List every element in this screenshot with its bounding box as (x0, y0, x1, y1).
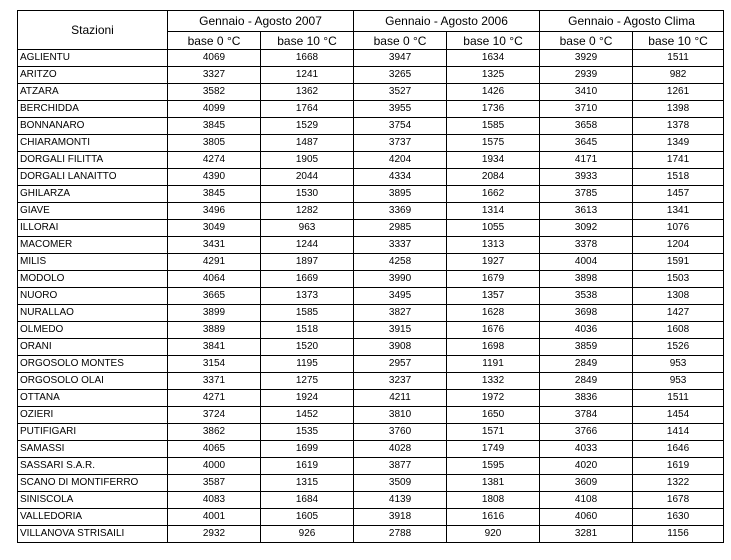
cell-base10-clima: 1156 (633, 526, 724, 543)
cell-base10-2006: 1325 (447, 67, 540, 84)
cell-base0-clima: 3698 (540, 305, 633, 322)
cell-base10-2007: 1535 (261, 424, 354, 441)
cell-base10-2007: 1585 (261, 305, 354, 322)
header-stazioni: Stazioni (18, 11, 168, 50)
cell-base0-2006: 3990 (354, 271, 447, 288)
cell-base0-clima: 3784 (540, 407, 633, 424)
cell-base10-2007: 1529 (261, 118, 354, 135)
table-row (18, 475, 724, 492)
table-row (18, 492, 724, 509)
cell-base10-2007: 926 (261, 526, 354, 543)
station-name: PUTIFIGARI (18, 424, 168, 441)
cell-base0-2006: 2957 (354, 356, 447, 373)
cell-base10-clima: 1526 (633, 339, 724, 356)
cell-base10-clima: 1678 (633, 492, 724, 509)
cell-base0-2006: 3369 (354, 203, 447, 220)
station-name: MACOMER (18, 237, 168, 254)
header-group-2007: Gennaio - Agosto 2007 (168, 11, 354, 32)
cell-base10-2006: 1575 (447, 135, 540, 152)
cell-base0-clima: 3859 (540, 339, 633, 356)
cell-base0-clima: 4020 (540, 458, 633, 475)
cell-base10-2007: 1244 (261, 237, 354, 254)
station-name: MILIS (18, 254, 168, 271)
cell-base0-clima: 3836 (540, 390, 633, 407)
cell-base10-2006: 1314 (447, 203, 540, 220)
station-name: SINISCOLA (18, 492, 168, 509)
cell-base10-clima: 1414 (633, 424, 724, 441)
station-name: SASSARI S.A.R. (18, 458, 168, 475)
cell-base10-2007: 1605 (261, 509, 354, 526)
cell-base0-2006: 3265 (354, 67, 447, 84)
cell-base0-clima: 2849 (540, 373, 633, 390)
cell-base10-2007: 1275 (261, 373, 354, 390)
cell-base0-2007: 3665 (168, 288, 261, 305)
cell-base10-2006: 1616 (447, 509, 540, 526)
cell-base0-2007: 3431 (168, 237, 261, 254)
cell-base0-2007: 3154 (168, 356, 261, 373)
cell-base10-2006: 1736 (447, 101, 540, 118)
cell-base10-2006: 1676 (447, 322, 540, 339)
cell-base0-2007: 4069 (168, 50, 261, 67)
table-row (18, 118, 724, 135)
station-name: VILLANOVA STRISAILI (18, 526, 168, 543)
table-row (18, 356, 724, 373)
cell-base0-2006: 4211 (354, 390, 447, 407)
table-row (18, 254, 724, 271)
cell-base10-clima: 1378 (633, 118, 724, 135)
header-base10-clima: base 10 °C (633, 32, 724, 50)
cell-base10-2006: 1426 (447, 84, 540, 101)
cell-base10-2006: 1628 (447, 305, 540, 322)
station-name: ATZARA (18, 84, 168, 101)
station-name: GHILARZA (18, 186, 168, 203)
cell-base0-clima: 2939 (540, 67, 633, 84)
station-name: BERCHIDDA (18, 101, 168, 118)
cell-base0-clima: 3538 (540, 288, 633, 305)
cell-base0-2006: 3918 (354, 509, 447, 526)
cell-base0-2006: 3908 (354, 339, 447, 356)
cell-base0-2006: 2788 (354, 526, 447, 543)
cell-base0-2007: 3582 (168, 84, 261, 101)
cell-base0-2007: 3862 (168, 424, 261, 441)
cell-base10-clima: 953 (633, 356, 724, 373)
cell-base10-clima: 1511 (633, 50, 724, 67)
cell-base0-2007: 4390 (168, 169, 261, 186)
cell-base10-2007: 1699 (261, 441, 354, 458)
table-row (18, 271, 724, 288)
cell-base10-2007: 1897 (261, 254, 354, 271)
cell-base0-2007: 3587 (168, 475, 261, 492)
cell-base0-2006: 3754 (354, 118, 447, 135)
cell-base0-2006: 3737 (354, 135, 447, 152)
station-name: MODOLO (18, 271, 168, 288)
cell-base0-2007: 4291 (168, 254, 261, 271)
cell-base0-2006: 3509 (354, 475, 447, 492)
cell-base10-2007: 1518 (261, 322, 354, 339)
table-row (18, 322, 724, 339)
header-base0-2007: base 0 °C (168, 32, 261, 50)
cell-base0-2006: 3955 (354, 101, 447, 118)
cell-base10-2007: 1315 (261, 475, 354, 492)
cell-base0-2007: 3327 (168, 67, 261, 84)
station-name: NUORO (18, 288, 168, 305)
cell-base0-clima: 3933 (540, 169, 633, 186)
table-row (18, 441, 724, 458)
cell-base10-2006: 1972 (447, 390, 540, 407)
table-row (18, 237, 724, 254)
station-name: SAMASSI (18, 441, 168, 458)
header-base10-2007: base 10 °C (261, 32, 354, 50)
cell-base0-clima: 4171 (540, 152, 633, 169)
table-row (18, 390, 724, 407)
cell-base10-2006: 1595 (447, 458, 540, 475)
cell-base10-2006: 1381 (447, 475, 540, 492)
cell-base0-2007: 4271 (168, 390, 261, 407)
cell-base0-2007: 4064 (168, 271, 261, 288)
header-base0-2006: base 0 °C (354, 32, 447, 50)
table-row (18, 526, 724, 543)
cell-base10-clima: 1619 (633, 458, 724, 475)
header-group-clima: Gennaio - Agosto Clima (540, 11, 724, 32)
cell-base10-2006: 1191 (447, 356, 540, 373)
cell-base10-clima: 1349 (633, 135, 724, 152)
table-row (18, 169, 724, 186)
station-name: GIAVE (18, 203, 168, 220)
cell-base10-clima: 1591 (633, 254, 724, 271)
cell-base10-2006: 1808 (447, 492, 540, 509)
cell-base10-clima: 1741 (633, 152, 724, 169)
cell-base10-2006: 2084 (447, 169, 540, 186)
cell-base0-2007: 4274 (168, 152, 261, 169)
table-row (18, 135, 724, 152)
station-name: ORGOSOLO MONTES (18, 356, 168, 373)
document-page (17, 10, 724, 543)
cell-base0-clima: 3609 (540, 475, 633, 492)
cell-base0-clima: 4108 (540, 492, 633, 509)
cell-base10-2006: 1634 (447, 50, 540, 67)
cell-base10-2007: 1764 (261, 101, 354, 118)
degree-days-table (17, 10, 724, 543)
cell-base0-2006: 3495 (354, 288, 447, 305)
cell-base0-2006: 3237 (354, 373, 447, 390)
table-row (18, 407, 724, 424)
cell-base0-2006: 4258 (354, 254, 447, 271)
cell-base10-2007: 1487 (261, 135, 354, 152)
cell-base0-2006: 3810 (354, 407, 447, 424)
cell-base0-clima: 4060 (540, 509, 633, 526)
cell-base10-2006: 1679 (447, 271, 540, 288)
cell-base10-2006: 1927 (447, 254, 540, 271)
station-name: NURALLAO (18, 305, 168, 322)
station-name: ILLORAI (18, 220, 168, 237)
station-name: DORGALI LANAITTO (18, 169, 168, 186)
cell-base0-2007: 4000 (168, 458, 261, 475)
cell-base10-2007: 1373 (261, 288, 354, 305)
cell-base10-clima: 1261 (633, 84, 724, 101)
cell-base10-clima: 1341 (633, 203, 724, 220)
cell-base0-2007: 3371 (168, 373, 261, 390)
cell-base10-2006: 1332 (447, 373, 540, 390)
cell-base10-clima: 982 (633, 67, 724, 84)
cell-base0-clima: 4033 (540, 441, 633, 458)
cell-base0-2007: 3496 (168, 203, 261, 220)
table-row (18, 50, 724, 67)
cell-base10-2006: 1934 (447, 152, 540, 169)
cell-base0-2006: 3895 (354, 186, 447, 203)
cell-base0-2006: 2985 (354, 220, 447, 237)
station-name: ARITZO (18, 67, 168, 84)
cell-base0-2007: 3841 (168, 339, 261, 356)
cell-base10-2007: 1669 (261, 271, 354, 288)
header-base10-2006: base 10 °C (447, 32, 540, 50)
cell-base10-clima: 1308 (633, 288, 724, 305)
cell-base10-clima: 1076 (633, 220, 724, 237)
table-row (18, 203, 724, 220)
cell-base0-2006: 3915 (354, 322, 447, 339)
header-base0-clima: base 0 °C (540, 32, 633, 50)
cell-base0-2007: 3845 (168, 186, 261, 203)
cell-base0-clima: 3378 (540, 237, 633, 254)
cell-base10-2007: 1668 (261, 50, 354, 67)
cell-base10-clima: 1322 (633, 475, 724, 492)
cell-base0-2006: 3337 (354, 237, 447, 254)
table-row (18, 288, 724, 305)
cell-base0-clima: 3766 (540, 424, 633, 441)
table-row (18, 339, 724, 356)
cell-base10-2006: 1749 (447, 441, 540, 458)
cell-base10-clima: 1511 (633, 390, 724, 407)
station-name: VALLEDORIA (18, 509, 168, 526)
station-name: BONNANARO (18, 118, 168, 135)
table-row (18, 152, 724, 169)
cell-base0-clima: 4036 (540, 322, 633, 339)
table-row (18, 101, 724, 118)
cell-base10-2007: 1924 (261, 390, 354, 407)
table-row (18, 84, 724, 101)
cell-base0-2006: 4028 (354, 441, 447, 458)
cell-base0-2007: 3889 (168, 322, 261, 339)
cell-base10-2006: 1662 (447, 186, 540, 203)
cell-base0-clima: 3785 (540, 186, 633, 203)
station-name: CHIARAMONTI (18, 135, 168, 152)
station-name: ORGOSOLO OLAI (18, 373, 168, 390)
cell-base10-2006: 920 (447, 526, 540, 543)
cell-base0-2007: 3724 (168, 407, 261, 424)
station-name: AGLIENTU (18, 50, 168, 67)
cell-base0-clima: 3410 (540, 84, 633, 101)
cell-base10-clima: 1646 (633, 441, 724, 458)
cell-base0-2007: 4065 (168, 441, 261, 458)
cell-base0-2006: 4334 (354, 169, 447, 186)
cell-base0-2006: 3877 (354, 458, 447, 475)
cell-base0-clima: 2849 (540, 356, 633, 373)
cell-base0-clima: 3658 (540, 118, 633, 135)
cell-base0-2007: 3845 (168, 118, 261, 135)
cell-base10-clima: 953 (633, 373, 724, 390)
cell-base10-2007: 2044 (261, 169, 354, 186)
cell-base10-2006: 1585 (447, 118, 540, 135)
cell-base0-2006: 3760 (354, 424, 447, 441)
header-row-groups (18, 11, 724, 32)
cell-base10-2006: 1357 (447, 288, 540, 305)
cell-base0-2006: 4139 (354, 492, 447, 509)
cell-base10-2007: 1452 (261, 407, 354, 424)
cell-base10-2007: 1282 (261, 203, 354, 220)
cell-base0-clima: 3092 (540, 220, 633, 237)
cell-base0-clima: 3281 (540, 526, 633, 543)
station-name: OLMEDO (18, 322, 168, 339)
cell-base0-2007: 4083 (168, 492, 261, 509)
cell-base10-2006: 1571 (447, 424, 540, 441)
cell-base0-2006: 4204 (354, 152, 447, 169)
cell-base10-2007: 1362 (261, 84, 354, 101)
cell-base10-2006: 1055 (447, 220, 540, 237)
table-row (18, 373, 724, 390)
cell-base0-2007: 3049 (168, 220, 261, 237)
cell-base10-2006: 1698 (447, 339, 540, 356)
cell-base10-2007: 1241 (261, 67, 354, 84)
cell-base10-2007: 1619 (261, 458, 354, 475)
cell-base0-2006: 3827 (354, 305, 447, 322)
cell-base10-clima: 1630 (633, 509, 724, 526)
table-row (18, 424, 724, 441)
table-row (18, 509, 724, 526)
cell-base10-2007: 1905 (261, 152, 354, 169)
station-name: SCANO DI MONTIFERRO (18, 475, 168, 492)
station-name: DORGALI FILITTA (18, 152, 168, 169)
cell-base0-2007: 3899 (168, 305, 261, 322)
cell-base10-2007: 1520 (261, 339, 354, 356)
cell-base10-2007: 1684 (261, 492, 354, 509)
station-name: OTTANA (18, 390, 168, 407)
table-row (18, 305, 724, 322)
cell-base10-clima: 1518 (633, 169, 724, 186)
header-group-2006: Gennaio - Agosto 2006 (354, 11, 540, 32)
table-row (18, 220, 724, 237)
cell-base10-2007: 1530 (261, 186, 354, 203)
table-row (18, 186, 724, 203)
table-body (18, 50, 724, 543)
cell-base0-clima: 3929 (540, 50, 633, 67)
cell-base0-2007: 4001 (168, 509, 261, 526)
station-name: OZIERI (18, 407, 168, 424)
cell-base0-2006: 3947 (354, 50, 447, 67)
cell-base10-2006: 1313 (447, 237, 540, 254)
cell-base0-2007: 3805 (168, 135, 261, 152)
cell-base10-2007: 963 (261, 220, 354, 237)
cell-base0-clima: 3710 (540, 101, 633, 118)
cell-base10-clima: 1503 (633, 271, 724, 288)
cell-base0-clima: 3898 (540, 271, 633, 288)
cell-base0-clima: 4004 (540, 254, 633, 271)
cell-base0-2007: 4099 (168, 101, 261, 118)
cell-base10-2007: 1195 (261, 356, 354, 373)
table-row (18, 67, 724, 84)
cell-base10-clima: 1457 (633, 186, 724, 203)
cell-base10-clima: 1427 (633, 305, 724, 322)
cell-base0-2006: 3527 (354, 84, 447, 101)
table-row (18, 458, 724, 475)
cell-base10-clima: 1204 (633, 237, 724, 254)
station-name: ORANI (18, 339, 168, 356)
cell-base10-clima: 1454 (633, 407, 724, 424)
cell-base0-clima: 3645 (540, 135, 633, 152)
cell-base0-2007: 2932 (168, 526, 261, 543)
cell-base10-clima: 1398 (633, 101, 724, 118)
cell-base0-clima: 3613 (540, 203, 633, 220)
cell-base10-clima: 1608 (633, 322, 724, 339)
cell-base10-2006: 1650 (447, 407, 540, 424)
